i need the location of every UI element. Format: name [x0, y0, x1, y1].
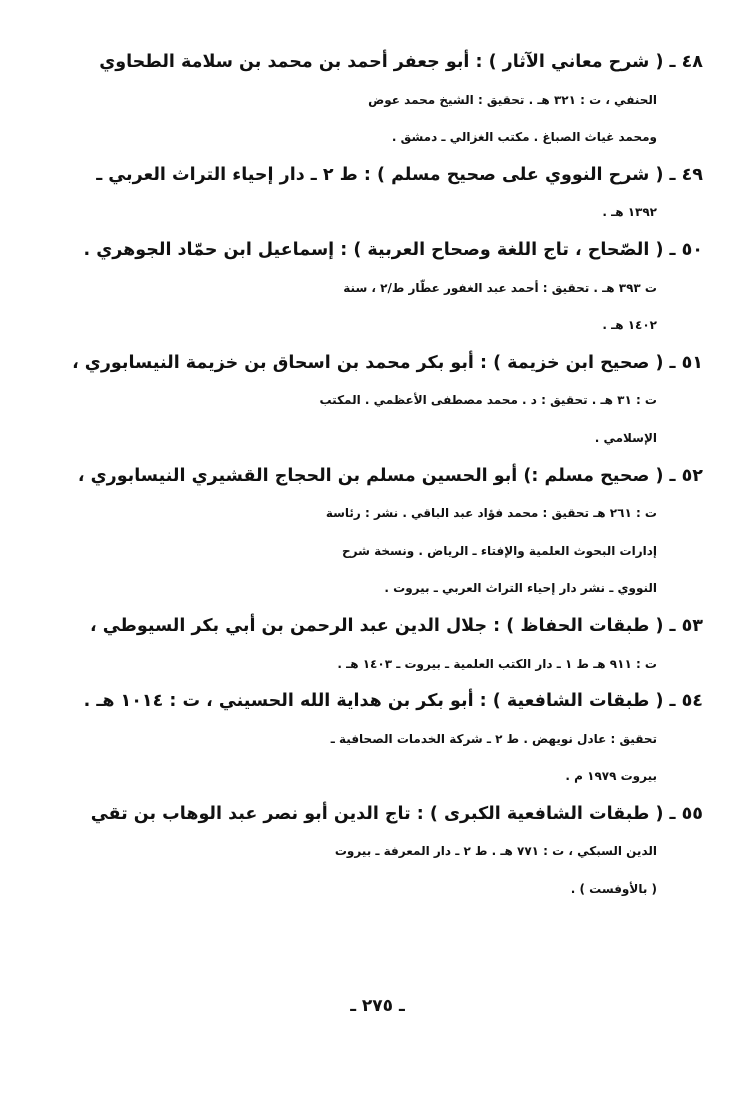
- entry-line: ٤٩ ـ ( شرح النووي على صحيح مسلم ) : ط ٢ ـ دار إحياء التراث العربي ـ: [96, 164, 703, 185]
- bibliography-entry-49: [53, 157, 703, 232]
- entry-line: ٥٤ ـ ( طبقات الشافعية ) : أبو بكر بن هداية الله الحسيني ، ت : ١٠١٤ هـ .: [83, 691, 703, 712]
- entry-line: ت : ٢٦١ هـ تحقيق : محمد فؤاد عبد الباقي . نشر : رئاسة: [325, 506, 657, 521]
- entry-line: ٥٢ ـ ( صحيح مسلم :) أبو الحسين مسلم بن الحجاج القشيري النيسابوري ،: [77, 465, 703, 486]
- entry-line: تحقيق : عادل نويهض . ط ٢ ـ شركة الخدمات الصحافية ـ: [330, 731, 657, 746]
- entry-line: النووي ـ نشر دار إحياء التراث العربي ـ بيروت .: [384, 581, 657, 596]
- entry-line: ٥٥ ـ ( طبقات الشافعية الكبرى ) : تاج الدين أبو نصر عبد الوهاب بن تقي: [90, 803, 703, 824]
- bibliography-entry-48: [53, 44, 703, 157]
- entry-line: ١٤٠٢ هـ .: [602, 318, 657, 333]
- entry-line: ٥٣ ـ ( طبقات الحفاظ ) : جلال الدين عبد الرحمن بن أبي بكر السيوطي ،: [89, 615, 703, 636]
- entry-line: ومحمد غياث الصباغ . مكتب الغزالي ـ دمشق .: [391, 130, 657, 145]
- entry-line: ت : ٣١ هـ . تحقيق : د . محمد مصطفى الأعظمي . المكتب: [319, 393, 657, 408]
- page-number: ـ ٢٧٥ ـ: [350, 996, 405, 1016]
- bibliography-entry-53: [53, 608, 703, 683]
- bibliography-entry-51: [53, 345, 703, 458]
- bibliography-entry-55: [53, 796, 703, 909]
- bibliography-entry-52: [53, 458, 703, 608]
- entry-line: ت ٣٩٣ هـ . تحقيق : أحمد عبد الغفور عطّار ط/٢ ، سنة: [343, 280, 657, 295]
- entry-line: بيروت ١٩٧٩ م .: [565, 769, 657, 784]
- entry-line: الدين السبكي ، ت : ٧٧١ هـ . ط ٢ ـ دار المعرفة ـ بيروت: [334, 844, 657, 859]
- entry-line: الحنفي ، ت : ٣٢١ هـ . تحقيق : الشيخ محمد عوض: [368, 92, 657, 107]
- entry-line: ٥٠ ـ ( الصّحاح ، تاج اللغة وصحاح العربية ) : إسماعيل ابن حمّاد الجوهري .: [83, 239, 703, 260]
- bibliography-entry-54: [53, 683, 703, 796]
- entry-line: ٤٨ ـ ( شرح معاني الآثار ) : أبو جعفر أحمد بن محمد بن سلامة الطحاوي: [99, 52, 703, 72]
- bibliography-entry-50: [53, 232, 703, 345]
- entry-line: ت : ٩١١ هـ ط ١ ـ دار الكتب العلمية ـ بيروت ـ ١٤٠٣ هـ .: [337, 656, 657, 671]
- entry-line: ١٣٩٢ هـ .: [602, 205, 657, 220]
- entry-line: إدارات البحوث العلمية والإفتاء ـ الرياض . ونسخة شرح: [342, 543, 657, 558]
- entry-line: ( بالأوفست ) .: [570, 882, 657, 897]
- entry-line: ٥١ ـ ( صحيح ابن خزيمة ) : أبو بكر محمد بن اسحاق بن خزيمة النيسابوري ،: [72, 352, 703, 373]
- entry-line: الإسلامي .: [594, 430, 657, 445]
- bibliography-list: [53, 44, 703, 909]
